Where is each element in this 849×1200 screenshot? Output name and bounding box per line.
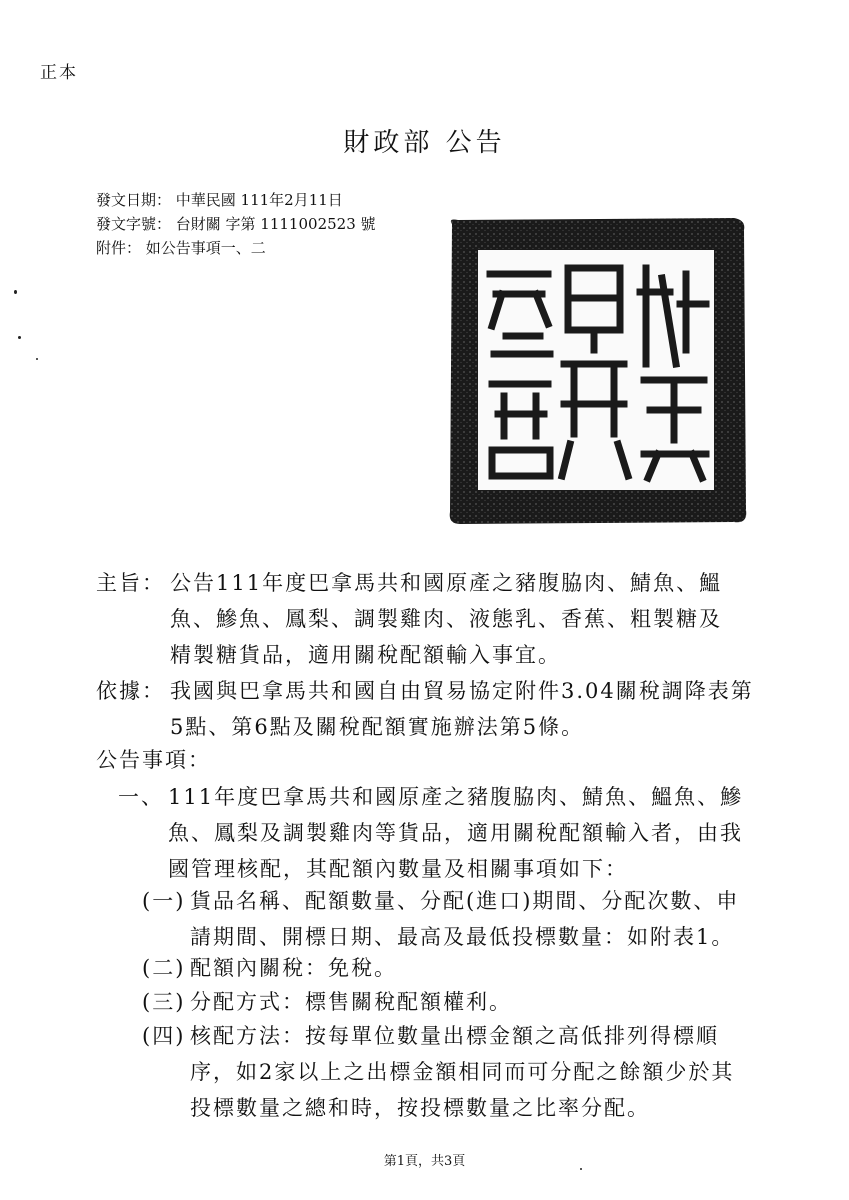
subject-line: 魚、鰺魚、鳳梨、調製雞肉、液態乳、香蕉、粗製糖及 xyxy=(170,607,722,631)
subject-line: 公告111年度巴拿馬共和國原產之豬腹脇肉、鯖魚、鰮 xyxy=(170,571,723,595)
basis-line: 我國與巴拿馬共和國自由貿易協定附件3.04關稅調降表第 xyxy=(170,679,754,703)
sub-item-3-label: (三) xyxy=(142,990,186,1014)
scan-speck xyxy=(14,290,17,294)
sub-item-1-label: (一) xyxy=(142,889,186,913)
item-1-label: 一、 xyxy=(118,785,164,809)
item-1-line: 111年度巴拿馬共和國原產之豬腹脇肉、鯖魚、鰮魚、鰺 xyxy=(168,785,744,809)
scan-speck xyxy=(18,336,21,339)
sub-item-1-line: 請期間、開標日期、最高及最低投標數量：如附表1。 xyxy=(190,925,735,949)
document-meta xyxy=(96,188,376,260)
sub-item-4-line: 核配方法：按每單位數量出標金額之高低排列得標順 xyxy=(190,1024,719,1048)
scan-speck xyxy=(580,1168,582,1170)
basis-line: 5點、第6點及關稅配額實施辦法第5條。 xyxy=(170,715,585,739)
subject-label: 主旨： xyxy=(96,571,165,595)
item-1-line: 國管理核配，其配額內數量及相關事項如下： xyxy=(168,857,628,881)
document-number: 發文字號： 台財關 字第 1111002523 號 xyxy=(96,215,376,233)
seal-graphic xyxy=(444,214,750,528)
sub-item-4-line: 投標數量之總和時，按投標數量之比率分配。 xyxy=(190,1096,650,1120)
attachment-note: 附件： 如公告事項一、二 xyxy=(96,239,266,257)
subject-line: 精製糖貨品，適用關稅配額輸入事宜。 xyxy=(170,643,561,667)
official-seal xyxy=(444,214,750,528)
sub-item-3-line: 分配方式：標售關稅配額權利。 xyxy=(190,990,512,1014)
issue-date: 發文日期： 中華民國 111年2月11日 xyxy=(96,191,343,209)
sub-item-2-label: (二) xyxy=(142,956,186,980)
scan-speck xyxy=(36,358,38,360)
sub-item-1-line: 貨品名稱、配額數量、分配(進口)期間、分配次數、申 xyxy=(190,889,740,913)
sub-item-4-label: (四) xyxy=(142,1024,186,1048)
sub-item-4-line: 序，如2家以上之出標金額相同而可分配之餘額少於其 xyxy=(190,1060,735,1084)
page-number: 第1頁，共3頁 xyxy=(383,1154,466,1169)
items-heading: 公告事項： xyxy=(96,748,211,772)
sub-item-2-line: 配額內關稅：免稅。 xyxy=(190,956,397,980)
item-1-line: 魚、鳳梨及調製雞肉等貨品，適用關稅配額輸入者，由我 xyxy=(168,821,743,845)
basis-label: 依據： xyxy=(96,679,165,703)
copy-mark: 正本 xyxy=(40,63,78,83)
page-title: 財政部 公告 xyxy=(343,128,506,158)
